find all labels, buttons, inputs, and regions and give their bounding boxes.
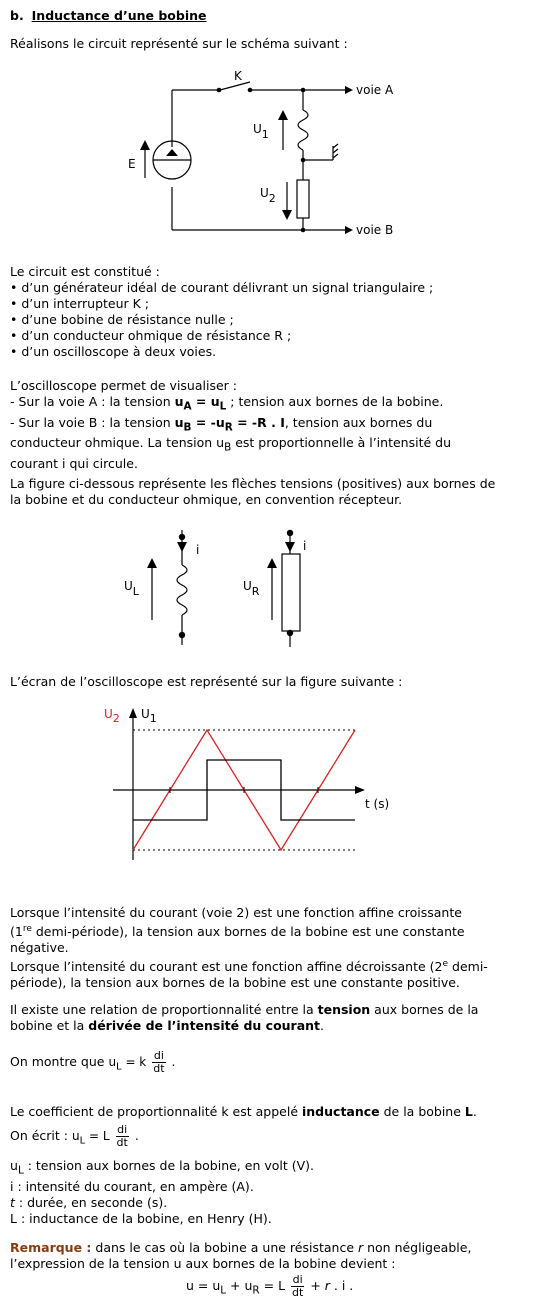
circuit-diagram [0,60,560,250]
voie-a-line: - Sur la voie A : la tension $u_A = u_L$ ; tension aux bornes de la bobine. [10,394,444,413]
def-i: i : intensité du courant, en ampère (A). [10,1178,254,1194]
section-heading [10,8,206,24]
list-item: • d’un générateur idéal de courant délivrant un signal triangulaire ; [10,280,540,296]
di-dt-fraction: $\frac{di}{dt}$ [292,1273,304,1299]
y-label-u2: U2 [104,707,120,725]
ecrit-line: On écrit : $u_L = L$ $\frac{di}{dt}$ . [10,1123,139,1149]
voie-b-line: - Sur la voie B : la tension $u_B = -u_R = -R$ . I, tension aux bornes du [10,414,433,433]
list-item: • d’un interrupteur K ; [10,296,540,312]
oscillo-heading: L’oscilloscope permet de visualiser : [10,378,237,393]
switch-label: K [234,69,242,83]
relation-paragraph: Il existe une relation de proportionnalité entre la tension aux bornes de la bobine et la dérivée de l’intensité du courant. [10,1002,479,1033]
voie-b-label: voie B [356,223,394,237]
list-item: • d’un conducteur ohmique de résistance R ; [10,328,540,344]
list-item: • d’une bobine de résistance nulle ; [10,312,540,328]
def-t: t : durée, en seconde (s). [10,1194,168,1210]
section-number: b. [10,8,24,23]
remarque-block: Remarque : dans le cas où la bobine a une résistance r non négligeable, l’expression de la tension u aux bornes de la bobine devient : [10,1240,472,1271]
u1-label: U1 [253,122,269,141]
def-ul: $u_L$ : tension aux bornes de la bobine, en volt (V). [10,1158,315,1177]
oscilloscope-chart [0,700,560,870]
list-item: • d’un oscilloscope à deux voies. [10,344,540,360]
source-label: E [128,157,136,171]
u2-label: U2 [260,186,276,205]
ur-label: UR [243,579,260,598]
constitution-heading: Le circuit est constitué : [10,264,160,279]
lorsque-paragraph: Lorsque l’intensité du courant (voie 2) est une fonction affine croissante (1re demi-période), la tension aux bornes de la bobine est une constante négative. Lorsque l’intensité du courant est une fonction affine décroissante (2e demi- période), la tension aux bornes de la bobine est une constante positive. [10,905,488,991]
voie-a-label: voie A [356,83,394,97]
di-dt-fraction: $\frac{di}{dt}$ [116,1123,128,1149]
section-title: Inductance d’une bobine [31,8,207,23]
y-label-u1: U1 [141,707,157,725]
definitions-block [10,1158,540,1227]
coil-current-label: i [196,543,200,557]
ul-label: UL [124,579,139,598]
constitution-block [10,264,540,360]
remarque-equation: $u = u_L + u_R = L$ $\frac{di}{dt}$ + r . i . [186,1273,354,1299]
coef-line: Le coefficient de proportionnalité k est appelé inductance de la bobine L. [10,1104,477,1119]
fleches-text: La figure ci-dessous représente les flèches tensions (positives) aux bornes de la bobine et du conducteur ohmique, en convention récepteur. [10,476,496,507]
fleches-diagram [0,520,560,655]
ecran-text: L’écran de l’oscilloscope est représenté sur la figure suivante : [10,674,403,689]
di-dt-fraction: $\frac{di}{dt}$ [153,1049,165,1075]
constitution-list [10,280,540,360]
def-l: L : inductance de la bobine, en Henry (H). [10,1210,272,1226]
intro-text: Réalisons le circuit représenté sur le schéma suivant : [10,36,348,51]
voie-b-line-2: conducteur ohmique. La tension $u_B$ est proportionnelle à l’intensité du [10,435,452,454]
resistor-current-label: i [303,539,307,553]
y-axis-arrow [129,708,137,718]
remarque-label: Remarque : [10,1240,92,1255]
voie-b-line-3: courant i qui circule. [10,455,138,471]
x-axis-label: t (s) [365,797,390,811]
x-axis-arrow [355,786,365,794]
montre-line: On montre que $u_L = k$ $\frac{di}{dt}$ . [10,1049,176,1075]
oscillo-block [10,378,540,472]
